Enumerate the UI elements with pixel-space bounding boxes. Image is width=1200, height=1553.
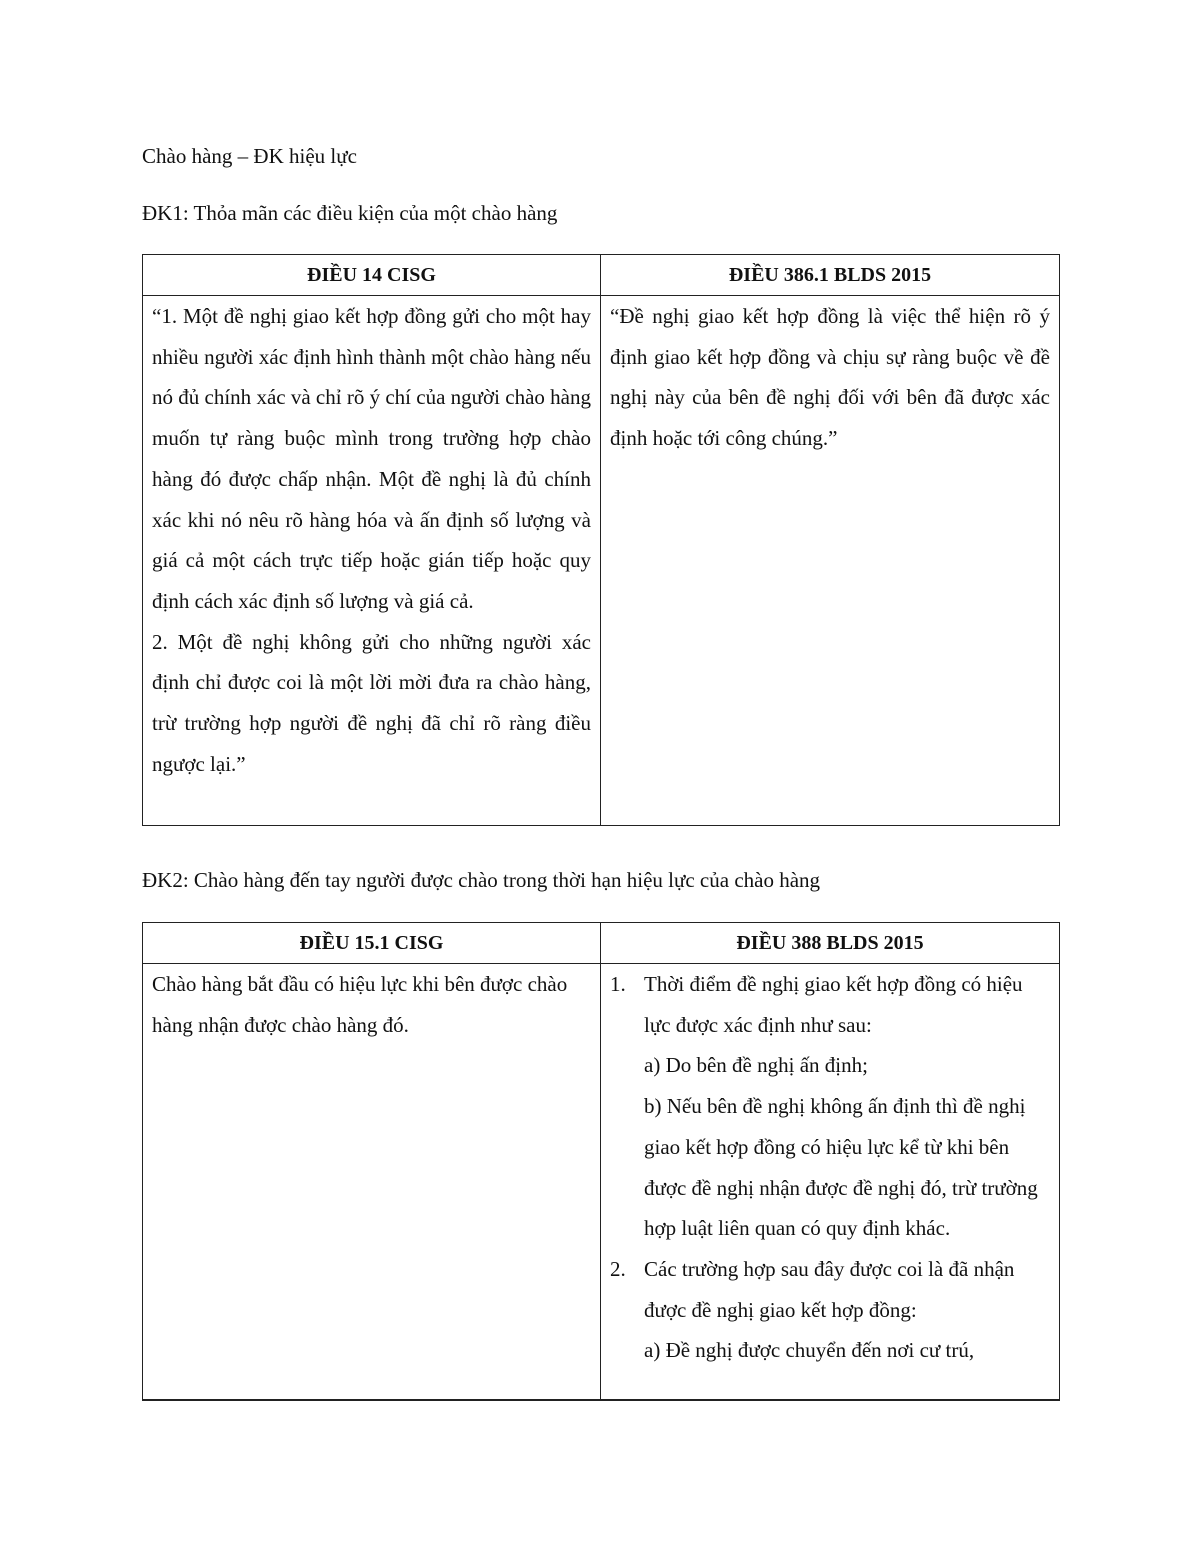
table-1-cell-blds xyxy=(601,296,1060,826)
table-1-cell-cisg xyxy=(143,296,601,826)
condition-2-label: ĐK2: Chào hàng đến tay người được chào trong thời hạn hiệu lực của chào hàng xyxy=(142,868,821,892)
blds-388-item-1-number: 1. xyxy=(610,972,626,996)
blds-388-item-1-line: a) Do bên đề nghị ấn định; xyxy=(644,1053,868,1078)
blds-388-item-2-line: a) Đề nghị được chuyển đến nơi cư trú, xyxy=(644,1338,975,1363)
blds-388-item-2-number: 2. xyxy=(610,1256,626,1281)
cisg-article-15-text: Chào hàng bắt đầu có hiệu lực khi bên được chào hàng nhận được chào hàng đó. xyxy=(152,972,568,1037)
cisg-article-14-paragraph-2: 2. Một đề nghị không gửi cho những người xác định chỉ được coi là một lời mời đưa ra chào hàng, trừ trường hợp người đề nghị đã chỉ rõ ràng điều ngược lại.” xyxy=(152,629,591,776)
comparison-table-1 xyxy=(142,254,1060,826)
table-2-cell-cisg xyxy=(143,964,601,1400)
blds-article-386-text: “Đề nghị giao kết hợp đồng là việc thể hiện rõ ý định giao kết hợp đồng và chịu sự ràng buộc về đề nghị này của bên đề nghị đối với bên đã được xác định hoặc tới công chúng.” xyxy=(610,304,1050,451)
table-1-header-blds: ĐIỀU 386.1 BLDS 2015 xyxy=(601,255,1060,296)
blds-388-item-1-line: Thời điểm đề nghị giao kết hợp đồng có hiệu lực được xác định như sau: xyxy=(644,972,1023,1037)
blds-388-item-1 xyxy=(610,964,1050,1249)
cisg-article-14-paragraph-1: “1. Một đề nghị giao kết hợp đồng gửi cho một hay nhiều người xác định hình thành một chào hàng nếu nó đủ chính xác và chỉ rõ ý chí của người chào hàng muốn tự ràng buộc mình trong trường hợp chào hàng đó được chấp nhận. Một đề nghị là đủ chính xác khi nó nêu rõ hàng hóa và ấn định số lượng và giá cả một cách trực tiếp hoặc gián tiếp hoặc quy định cách xác định số lượng và giá cả. xyxy=(152,304,591,613)
comparison-table-2 xyxy=(142,922,1060,1401)
table-2-header-cisg: ĐIỀU 15.1 CISG xyxy=(143,923,601,964)
blds-388-item-2 xyxy=(610,1249,1050,1371)
blds-388-item-1-line: b) Nếu bên đề nghị không ấn định thì đề nghị giao kết hợp đồng có hiệu lực kể từ khi bên được đề nghị nhận được đề nghị đó, trừ trường hợp luật liên quan có quy định khác. xyxy=(644,1094,1038,1241)
blds-388-item-2-line: Các trường hợp sau đây được coi là đã nhận được đề nghị giao kết hợp đồng: xyxy=(644,1256,1015,1322)
table-2-cell-blds xyxy=(601,964,1060,1400)
table-1-header-cisg: ĐIỀU 14 CISG xyxy=(143,255,601,296)
condition-1-label: ĐK1: Thỏa mãn các điều kiện của một chào hàng xyxy=(142,201,558,225)
document-heading: Chào hàng – ĐK hiệu lực xyxy=(142,144,357,168)
table-2-header-blds: ĐIỀU 388 BLDS 2015 xyxy=(601,923,1060,964)
